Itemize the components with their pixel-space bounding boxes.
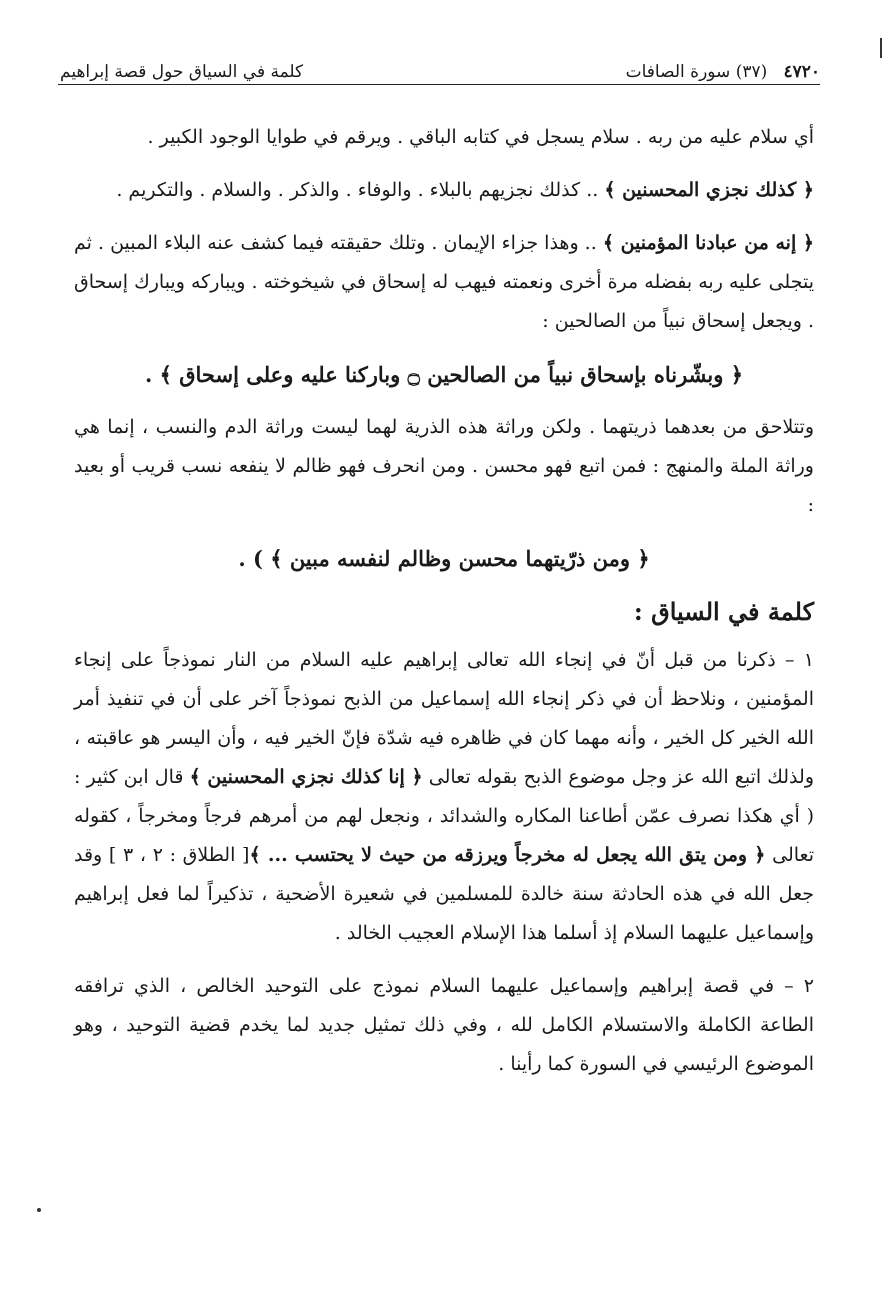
- surah-info: (٣٧) سورة الصافات: [625, 62, 768, 82]
- verse-line-1: ﴿ وبشّرناه بإسحاق نبياً من الصالحين ۝ وباركنا عليه وعلى إسحاق ﴾ .: [144, 362, 744, 387]
- quran-quote: ﴿ إنه من عبادنا المؤمنين ﴾: [602, 232, 814, 254]
- page-number: ٤٧٢٠: [783, 62, 820, 82]
- item-text: قال ابن كثير : ( أي هكذا نصرف عمّن أطاعنا المكاره والشدائد ، ونجعل لهم من أمرهم فرجاً ومخرجاً ، كقوله تعالى: [74, 766, 814, 866]
- page-dot-mark: [37, 1208, 41, 1212]
- header-section-title: كلمة في السياق حول قصة إبراهيم: [60, 62, 304, 82]
- running-header: [60, 52, 820, 82]
- numbered-item-2: ٢ – في قصة إبراهيم وإسماعيل عليهما السلام نموذج على التوحيد الخالص ، الذي ترافقه الطاعة الكاملة والاستسلام الكامل لله ، وفي ذلك تمثيل جديد لما يخدم قضية التوحيد ، وهو الموضوع الرئيسي في السورة كما رأينا .: [74, 975, 814, 1075]
- paragraph-2: [74, 171, 814, 210]
- paragraph-text: .. وهذا جزاء الإيمان . وتلك حقيقته فيما كشف عنه البلاء المبين . ثم يتجلى عليه ربه بفضله مرة أخرى ونعمته فيهب له إسحاق في شيخوخته . ويباركه ويبارك إسحاق . ويجعل إسحاق نبياً من الصالحين :: [74, 232, 814, 332]
- paragraph-text: .. كذلك نجزيهم بالبلاء . والوفاء . والذكر . والسلام . والتكريم .: [116, 179, 605, 201]
- quran-quote: ﴿ ومن يتق الله يجعل له مخرجاً ويرزقه من حيث لا يحتسب ... ﴾: [249, 844, 766, 866]
- header-divider: [58, 84, 820, 85]
- paragraph-3: [74, 224, 814, 341]
- header-page-info: [626, 62, 820, 82]
- quran-quote: ﴿ إنا كذلك نجزي المحسنين ﴾: [189, 766, 423, 788]
- page-edge-mark: [880, 38, 882, 58]
- quran-quote: ﴿ كذلك نجزي المحسنين ﴾: [604, 179, 814, 201]
- paragraph-4: وتتلاحق من بعدهما ذريتهما . ولكن وراثة هذه الذرية لهما ليست وراثة الدم والنسب ، إنما هي وراثة الملة والمنهج : فمن اتبع فهو محسن . ومن انحرف فهو ظالم لا ينفعه نسب قريب أو بعيد :: [74, 416, 814, 516]
- item-text: [ الطلاق : ٢ ، ٣ ] وقد جعل الله في هذه الحادثة سنة خالدة للمسلمين في شعيرة الأضحية ، تذكيراً لما فعل إبراهيم وإسماعيل عليهما السلام إذ أسلما هذا الإسلام العجيب الخالد .: [74, 844, 814, 944]
- verse-line-2: ﴿ ومن ذرّيتهما محسن وظالم لنفسه مبين ﴾ ) .: [238, 546, 650, 571]
- numbered-item-1: [74, 641, 814, 953]
- page-body: [74, 118, 814, 1098]
- paragraph-1: أي سلام عليه من ربه . سلام يسجل في كتابه الباقي . ويرقم في طوايا الوجود الكبير .: [147, 126, 814, 148]
- section-heading: كلمة في السياق :: [633, 597, 814, 626]
- item-text: ١ – ذكرنا من قبل أنّ في إنجاء الله تعالى إبراهيم عليه السلام من النار نموذجاً على إنجاء المؤمنين ، ونلاحظ أن في ذكر إنجاء الله إسماعيل من الذبح نموذجاً آخر على أن في تنفيذ أمر الله الخير كل الخير ، وأنه مهما كان في ظاهره فيه شدّة فإنّ الخير فيه ، وأن اليسر هو عاقبته ، ولذلك اتبع الله عز وجل موضوع الذبح بقوله تعالى: [74, 649, 814, 788]
